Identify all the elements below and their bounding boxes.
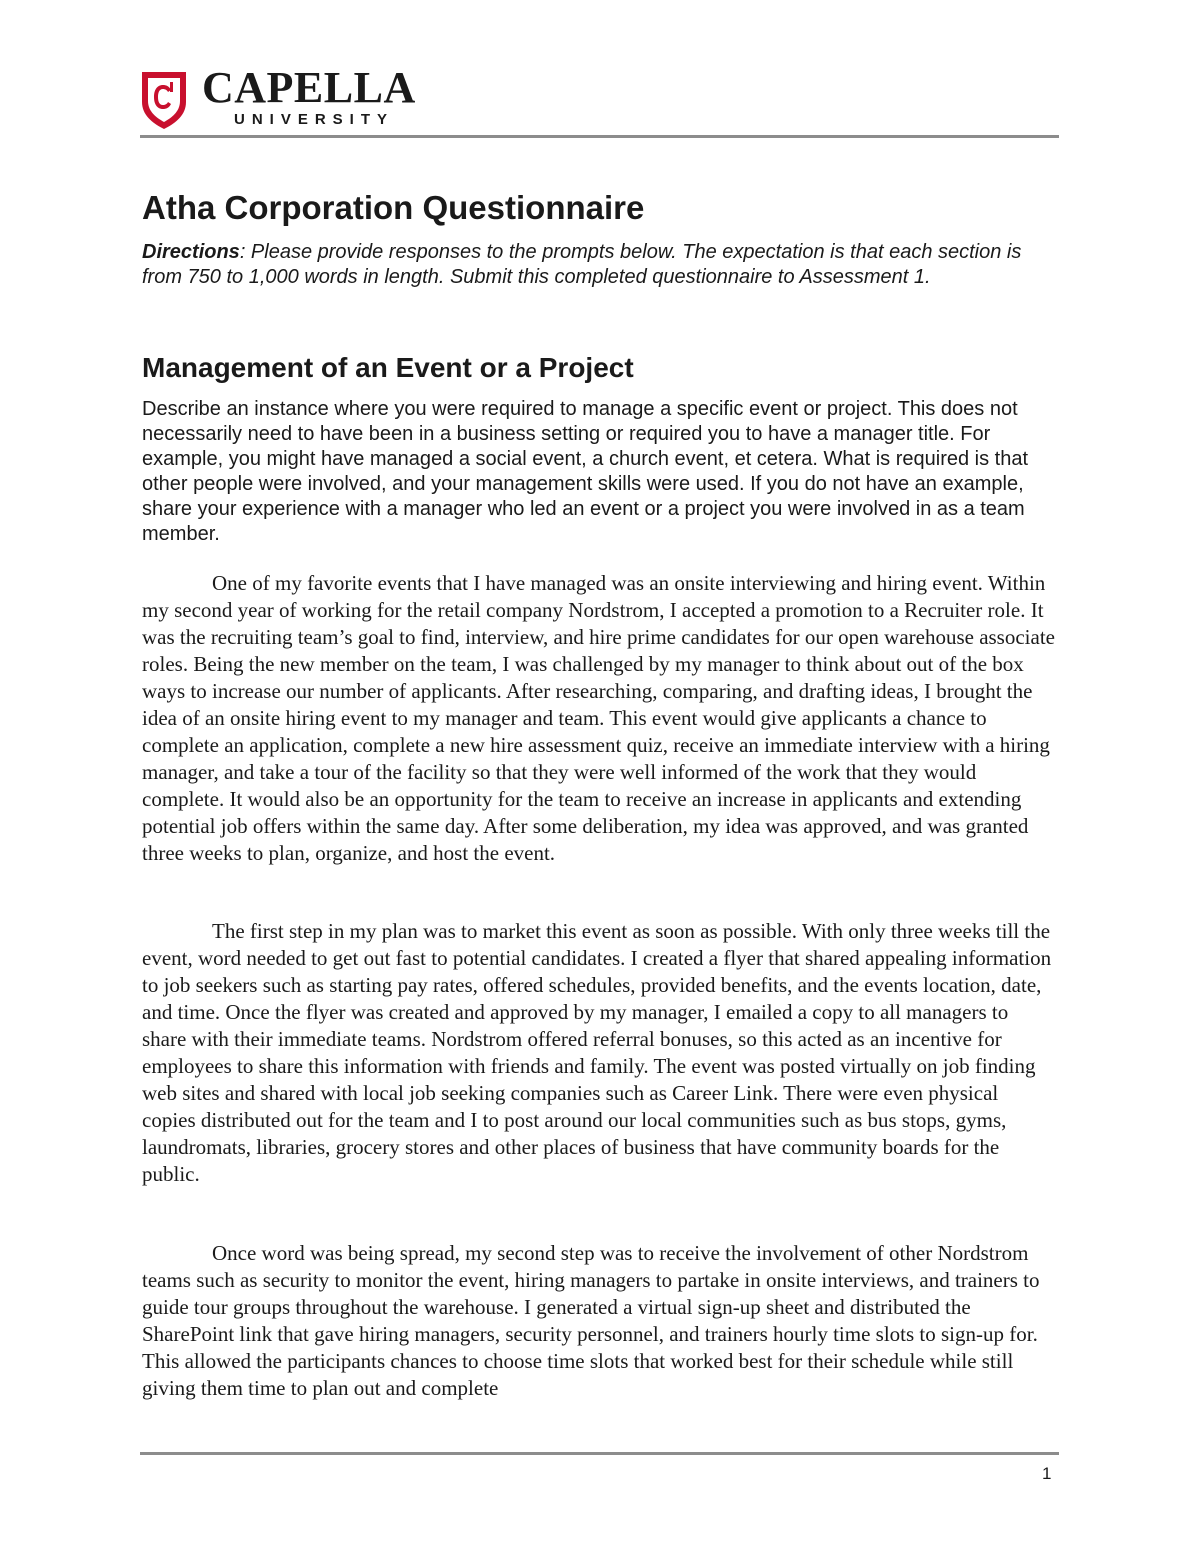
response-paragraph-3: Once word was being spread, my second step was to receive the involvement of other Nordstrom teams such as security to monitor the event, hiring managers to partake in onsite interviews, and trainers to guide tour groups throughout the warehouse. I generated a virtual sign-up sheet and distributed the SharePoint link that gave hiring managers, security personnel, and trainers hourly time slots to sign-up for. This allowed the participants chances to choose time slots that worked best for their schedule while still giving them time to plan out and complete [142,1241,1040,1400]
response-paragraph-1: One of my favorite events that I have managed was an onsite interviewing and hiring event. Within my second year of working for the retail company Nordstrom, I accepted a promotion to a Recruiter role. It was the recruiting team’s goal to find, interview, and hire prime candidates for our open warehouse associate roles. Being the new member on the team, I was challenged by my manager to think about out of the box ways to increase our number of applicants. After researching, comparing, and drafting ideas, I brought the idea of an onsite hiring event to my manager and team. This event would give applicants a chance to complete an application, complete a new hire assessment quiz, receive an immediate interview with a hiring manager, and take a tour of the facility so that they were well informed of the work that they would complete. It would also be an opportunity for the team to receive an increase in applicants and extending potential job offers within the same day. After some deliberation, my idea was approved, and was granted three weeks to plan, organize, and host the event. [142,571,1055,865]
directions-text: : Please provide responses to the prompts below. The expectation is that each section is from 750 to 1,000 words in length. Submit this completed questionnaire to Assessment 1. [142,241,1022,288]
document-title: Atha Corporation Questionnaire [142,189,645,226]
capella-logo [140,63,430,130]
directions-paragraph [142,240,1042,290]
logo-subtitle: UNIVERSITY [234,111,395,128]
directions-label: Directions [142,241,240,263]
section-prompt: Describe an instance where you were required to manage a specific event or project. This does not necessarily need to have been in a business setting or required you to have a manager title. For example, you might have managed a social event, a church event, et cetera. What is required is that other people were involved, and your management skills were used. If you do not have an example, share your experience with a manager who led an event or a project you were involved in as a team member. [142,398,1029,545]
logo-wordmark: CAPELLA [202,63,416,112]
header-divider [140,135,1059,138]
section-title: Management of an Event or a Project [142,352,634,383]
footer-divider [140,1452,1059,1455]
capella-shield-icon [140,68,188,130]
page-number: 1 [1042,1464,1052,1483]
response-paragraph-2: The first step in my plan was to market this event as soon as possible. With only three weeks till the event, word needed to get out fast to potential candidates. I created a flyer that shared appealing information to job seekers such as starting pay rates, offered schedules, provided benefits, and the events location, date, and time. Once the flyer was created and approved by my manager, I emailed a copy to all managers to share with their immediate teams. Nordstrom offered referral bonuses, so this acted as an incentive for employees to share this information with friends and family. The event was posted virtually on job finding web sites and shared with local job seeking companies such as Career Link. There were even physical copies distributed out for the team and I to post around our local communities such as bus stops, gyms, laundromats, libraries, grocery stores and other places of business that have community boards for the public. [142,919,1052,1186]
